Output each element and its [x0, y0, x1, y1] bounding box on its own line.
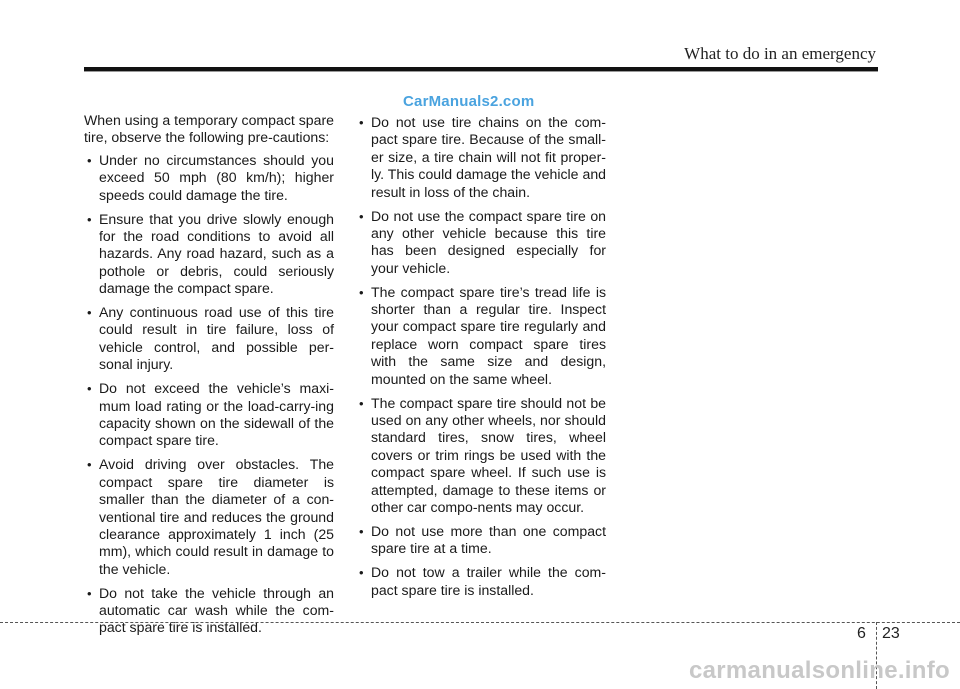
list-item — [84, 456, 334, 578]
section-title: What to do in an emergency — [684, 44, 876, 63]
list-item — [356, 284, 606, 388]
bullet-icon: • — [87, 152, 92, 168]
list-item-text: Do not take the vehicle through an automatic car wash while the com-pact spare tire is installed. — [99, 584, 334, 636]
bullet-icon: • — [359, 523, 364, 539]
list-item-text: Do not tow a trailer while the com-pact spare tire is installed. — [371, 564, 606, 598]
chapter-number: 6 — [857, 625, 866, 642]
list-item — [84, 211, 334, 298]
list-item-text: Any continuous road use of this tire could result in tire failure, loss of vehicle control, and possible per-sonal injury. — [99, 304, 334, 373]
bullet-icon: • — [359, 395, 364, 411]
list-item-text: Do not use tire chains on the com-pact spare tire. Because of the small-er size, a tire chain will not fit proper-ly. This could damage the vehicle and result in loss of the chain. — [371, 114, 606, 200]
list-item — [84, 304, 334, 374]
list-item — [356, 523, 606, 558]
list-item — [84, 585, 334, 637]
bullet-icon: • — [87, 381, 92, 397]
left-column — [84, 112, 334, 643]
bullet-icon: • — [359, 284, 364, 300]
list-item-text: Do not exceed the vehicle’s maxi-mum load rating or the load-carry-ing capacity shown on the sidewall of the compact spare tire. — [99, 380, 334, 449]
list-item — [84, 380, 334, 450]
list-item-text: Avoid driving over obstacles. The compact spare tire diameter is smaller than the diameter of a con-ventional tire and reduces the ground clearance approximately 1 inch (25 mm), which could result in damage to the vehicle. — [99, 456, 334, 577]
watermark-bottom: carmanualsonline.info — [688, 657, 950, 684]
list-item — [356, 564, 606, 599]
right-bullet-list — [356, 114, 606, 599]
list-item-text: The compact spare tire’s tread life is shorter than a regular tire. Inspect your compact spare tire regularly and replace worn compact spare tires with the same size and design, mounted on the same wheel. — [371, 283, 606, 387]
list-item-text: Do not use more than one compact spare tire at a time. — [371, 522, 606, 557]
list-item-text: The compact spare tire should not be used on any other wheels, nor should standard tires, snow tires, wheel covers or trim rings be used with the compact spare wheel. If such use is attempted, damage to these items or other car compo-nents may occur. — [371, 394, 606, 516]
header-rule — [84, 67, 878, 71]
list-item — [84, 152, 334, 204]
right-column — [356, 114, 606, 606]
list-item-text: Under no circumstances should you exceed 50 mph (80 km/h); higher speeds could damage the tire. — [99, 151, 334, 203]
bullet-icon: • — [87, 211, 92, 227]
list-item — [356, 395, 606, 517]
list-item-text: Do not use the compact spare tire on any other vehicle because this tire has been designed especially for your vehicle. — [371, 207, 606, 276]
watermark-top: CarManuals2.com — [403, 93, 535, 110]
bullet-icon: • — [359, 115, 364, 130]
bullet-icon: • — [87, 585, 92, 601]
list-item — [356, 114, 606, 201]
intro-paragraph: When using a temporary compact spare tire, observe the following pre-cautions: — [84, 112, 334, 146]
list-item-text: Ensure that you drive slowly enough for the road conditions to avoid all hazards. Any road hazard, such as a pothole or debris, could seriously damage the compact spare. — [99, 210, 334, 297]
bullet-icon: • — [359, 565, 364, 581]
page-number: 23 — [882, 625, 900, 642]
bullet-icon: • — [87, 457, 92, 473]
bullet-icon: • — [359, 208, 364, 224]
bullet-icon: • — [87, 305, 92, 321]
footer-rule — [0, 622, 960, 623]
left-bullet-list — [84, 152, 334, 637]
list-item — [356, 208, 606, 278]
